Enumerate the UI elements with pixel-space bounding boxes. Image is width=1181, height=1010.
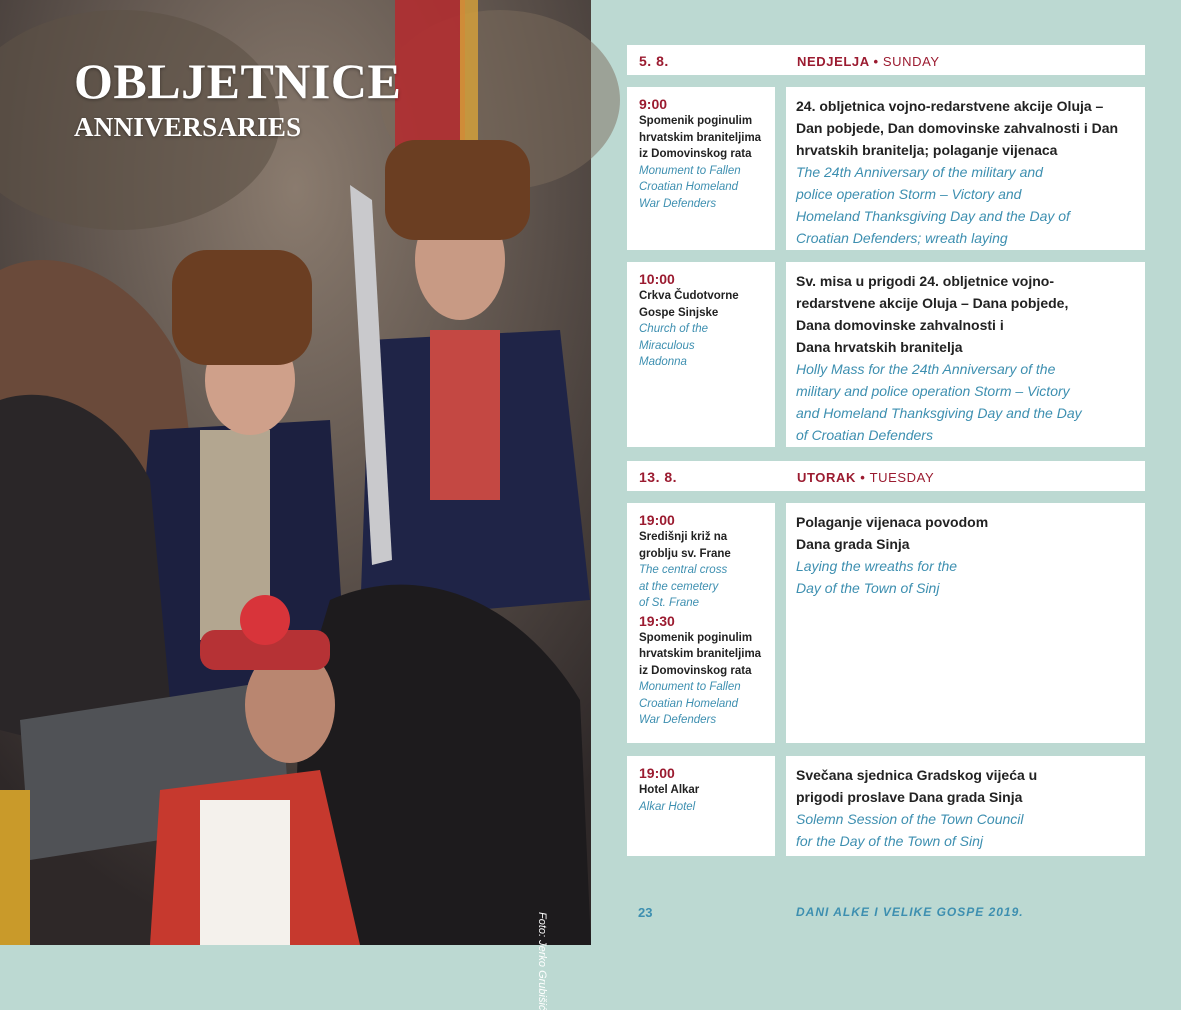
day-name xyxy=(797,54,940,69)
event-time: 19:30 xyxy=(639,612,675,629)
location-en: Monument to Fallen Croatian Homeland War Defenders xyxy=(639,681,741,726)
event-title-hr: Svečana sjednica Gradskog vijeća u prigodi proslave Dana grada Sinja xyxy=(796,767,1038,805)
day-separator: • xyxy=(873,54,879,69)
page-number: 23 xyxy=(638,905,653,920)
location-en: Monument to Fallen Croatian Homeland War Defenders xyxy=(639,164,741,210)
location-en: The central cross at the cemetery of St. Frane xyxy=(639,564,728,609)
location-en: Alkar Hotel xyxy=(639,800,696,813)
event-description xyxy=(786,503,1145,743)
event-location xyxy=(627,503,775,743)
event-title-en: The 24th Anniversary of the military and police operation Storm – Victory and Homeland Thanksgiving Day and the Day of Croatian Defenders; wreath laying xyxy=(796,164,1070,246)
event-title-hr: 24. obljetnica vojno-redarstvene akcije Oluja – Dan pobjede, Dan domovinske zahvalnosti i Dan hrvatskih branitelja; polaganje vijenaca xyxy=(796,98,1119,158)
event-time: 19:00 xyxy=(639,512,675,528)
event-title-hr: Polaganje vijenaca povodom Dana grada Sinja xyxy=(796,514,989,552)
page-subtitle: ANNIVERSARIES xyxy=(74,112,302,142)
day-header xyxy=(627,461,1145,491)
location-hr: Crkva Čudotvorne Gospe Sinjske xyxy=(639,290,739,319)
event-time: 19:00 xyxy=(639,765,675,781)
schedule xyxy=(591,0,1181,945)
location-en: Church of the Miraculous Madonna xyxy=(639,323,709,368)
event-location xyxy=(627,756,775,856)
day-name-en: SUNDAY xyxy=(882,54,940,69)
day-header xyxy=(627,45,1145,75)
event-description xyxy=(786,87,1145,250)
event-description xyxy=(786,262,1145,447)
location-hr: Spomenik poginulim hrvatskim braniteljima iz Domovinskog rata xyxy=(639,631,762,677)
day-separator: • xyxy=(860,470,866,485)
day-name-en: TUESDAY xyxy=(869,470,935,485)
event-title-hr: Sv. misa u prigodi 24. obljetnice vojno- redarstvene akcije Oluja – Dana pobjede, Dana domovinske zahvalnosti i Dana hrvatskih branitelja xyxy=(796,273,1069,355)
event-time: 10:00 xyxy=(639,271,675,287)
event-time: 9:00 xyxy=(639,96,668,112)
location-hr: Hotel Alkar xyxy=(639,784,700,796)
day-name-hr: UTORAK xyxy=(797,470,856,485)
location-hr: Središnji križ na groblju sv. Frane xyxy=(639,531,731,560)
day-date: 13. 8. xyxy=(639,469,678,485)
event-title-en: Solemn Session of the Town Council for the Day of the Town of Sinj xyxy=(796,811,1024,849)
event-location xyxy=(627,262,775,447)
publication-title: DANI ALKE I VELIKE GOSPE 2019. xyxy=(796,905,1024,919)
event-description xyxy=(786,756,1145,856)
photo-credit: Foto: Jerko Grubišić xyxy=(536,912,548,1010)
day-name-hr: NEDJELJA xyxy=(797,54,870,69)
event-title-en: Holly Mass for the 24th Anniversary of the military and police operation Storm – Victory and Homeland Thanksgiving Day and the Day of Croatian Defenders xyxy=(796,361,1082,443)
event-location xyxy=(627,87,775,250)
day-date: 5. 8. xyxy=(639,53,669,69)
event-title-en: Laying the wreaths for the Day of the Town of Sinj xyxy=(796,558,958,596)
page-title: OBLJETNICE xyxy=(74,53,402,109)
location-hr: Spomenik poginulim hrvatskim braniteljima iz Domovinskog rata xyxy=(639,115,762,160)
day-name xyxy=(797,470,934,485)
